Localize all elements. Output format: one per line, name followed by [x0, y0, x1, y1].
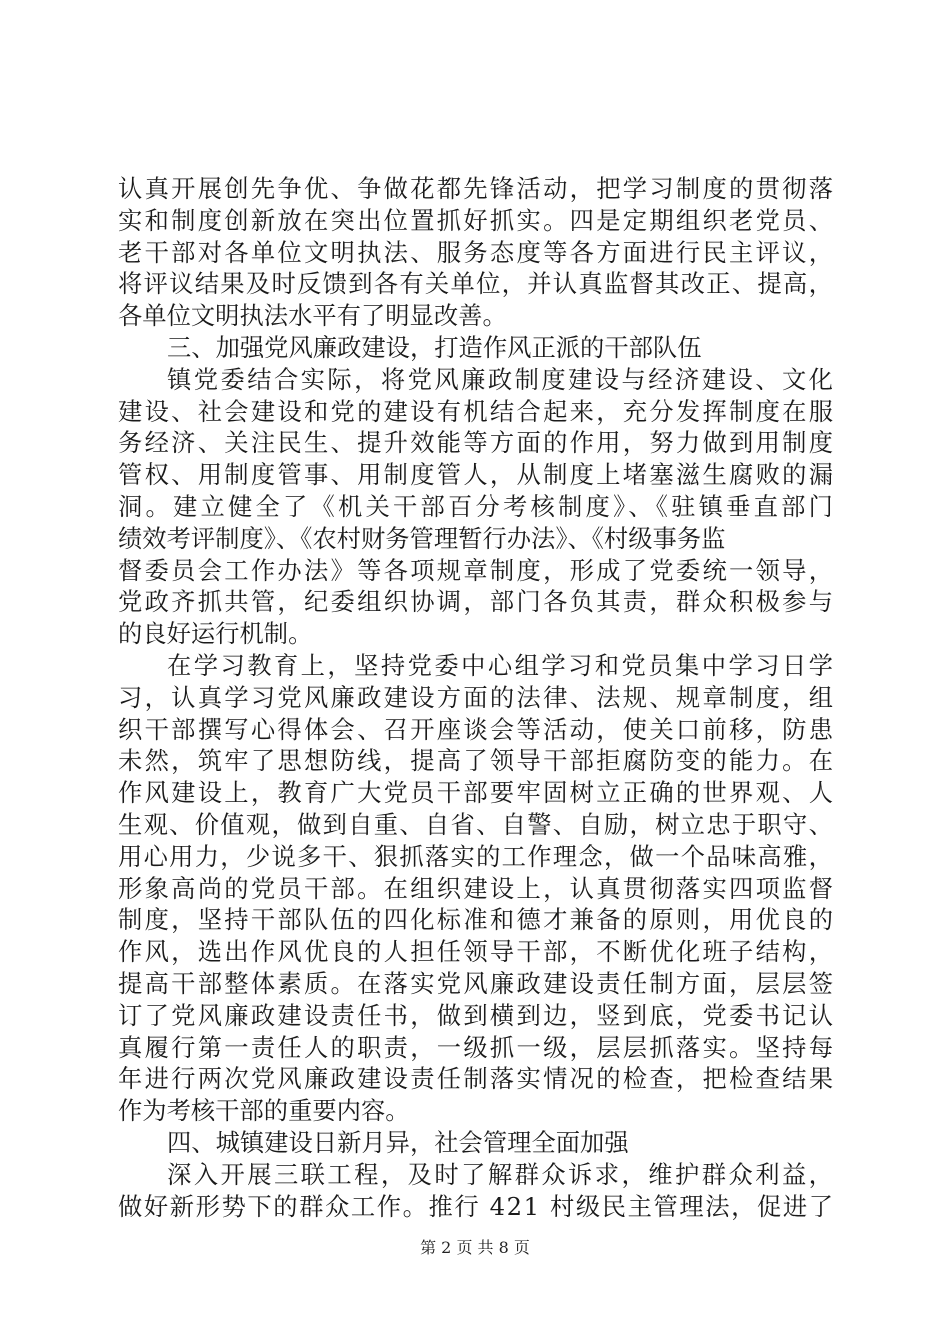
text-line: 做好新形势下的群众工作。推行 421 村级民主管理法，促进了 — [118, 1191, 835, 1221]
text-line: 四、城镇建设日新月异，社会管理全面加强 — [167, 1127, 629, 1157]
text-line: 用心用力，少说多干、狠抓落实的工作理念，做一个品味高雅， — [118, 841, 835, 871]
text-line: 绩效考评制度》、《农村财务管理暂行办法》、《村级事务监 — [118, 523, 726, 553]
text-line: 作风，选出作风优良的人担任领导干部，不断优化班子结构， — [118, 937, 836, 967]
text-line: 习，认真学习党风廉政建设方面的法律、法规、规章制度，组 — [118, 682, 836, 712]
text-line: 年进行两次党风廉政建设责任制落实情况的检查，把检查结果 — [118, 1064, 836, 1094]
text-line: 管权、用制度管事、用制度管人，从制度上堵塞滋生腐败的漏 — [118, 460, 836, 490]
text-line: 制度，坚持干部队伍的四化标准和德才兼备的原则，用优良的 — [118, 905, 836, 935]
text-line: 深入开展三联工程，及时了解群众诉求，维护群众利益， — [167, 1159, 836, 1189]
page-footer — [0, 1238, 950, 1258]
text-line: 党政齐抓共管，纪委组织协调，部门各负其责，群众积极参与 — [118, 587, 836, 617]
text-line: 各单位文明执法水平有了明显改善。 — [118, 301, 507, 331]
text-line: 督委员会工作办法》等各项规章制度，形成了党委统一领导， — [118, 555, 836, 585]
text-line: 将评议结果及时反馈到各有关单位，并认真监督其改正、提高， — [118, 269, 835, 299]
text-line: 未然，筑牢了思想防线，提高了领导干部拒腐防变的能力。在 — [118, 746, 836, 776]
text-line: 实和制度创新放在突出位置抓好抓实。四是定期组织老党员、 — [118, 205, 836, 235]
text-line: 真履行第一责任人的职责，一级抓一级，层层抓落实。坚持每 — [118, 1032, 836, 1062]
text-line: 织干部撰写心得体会、召开座谈会等活动，使关口前移，防患 — [118, 714, 836, 744]
text-line: 提高干部整体素质。在落实党风廉政建设责任制方面，层层签 — [118, 968, 836, 998]
text-line: 作风建设上，教育广大党员干部要牢固树立正确的世界观、人 — [118, 778, 836, 808]
text-line: 镇党委结合实际，将党风廉政制度建设与经济建设、文化 — [167, 364, 836, 394]
text-line: 形象高尚的党员干部。在组织建设上，认真贯彻落实四项监督 — [118, 873, 836, 903]
text-line: 的良好运行机制。 — [118, 619, 313, 649]
text-line: 认真开展创先争优、争做花都先锋活动，把学习制度的贯彻落 — [118, 174, 836, 203]
text-line: 三、加强党风廉政建设，打造作风正派的干部队伍 — [167, 332, 702, 362]
text-line: 订了党风廉政建设责任书，做到横到边，竖到底，党委书记认 — [118, 1000, 836, 1030]
text-line: 务经济、关注民生、提升效能等方面的作用，努力做到用制度 — [118, 428, 836, 458]
text-line: 生观、价值观，做到自重、自省、自警、自励，树立忠于职守、 — [118, 809, 835, 839]
text-line: 在学习教育上，坚持党委中心组学习和党员集中学习日学 — [167, 650, 836, 680]
text-line: 作为考核干部的重要内容。 — [118, 1096, 410, 1126]
text-line: 老干部对各单位文明执法、服务态度等各方面进行民主评议， — [118, 237, 836, 267]
text-line: 洞。建立健全了《机关干部百分考核制度》、《驻镇垂直部门 — [118, 491, 837, 521]
document-body — [118, 173, 837, 1222]
page-number-label: 第 2 页 共 8 页 — [420, 1238, 530, 1257]
text-line: 建设、社会建设和党的建设有机结合起来，充分发挥制度在服 — [118, 396, 836, 426]
